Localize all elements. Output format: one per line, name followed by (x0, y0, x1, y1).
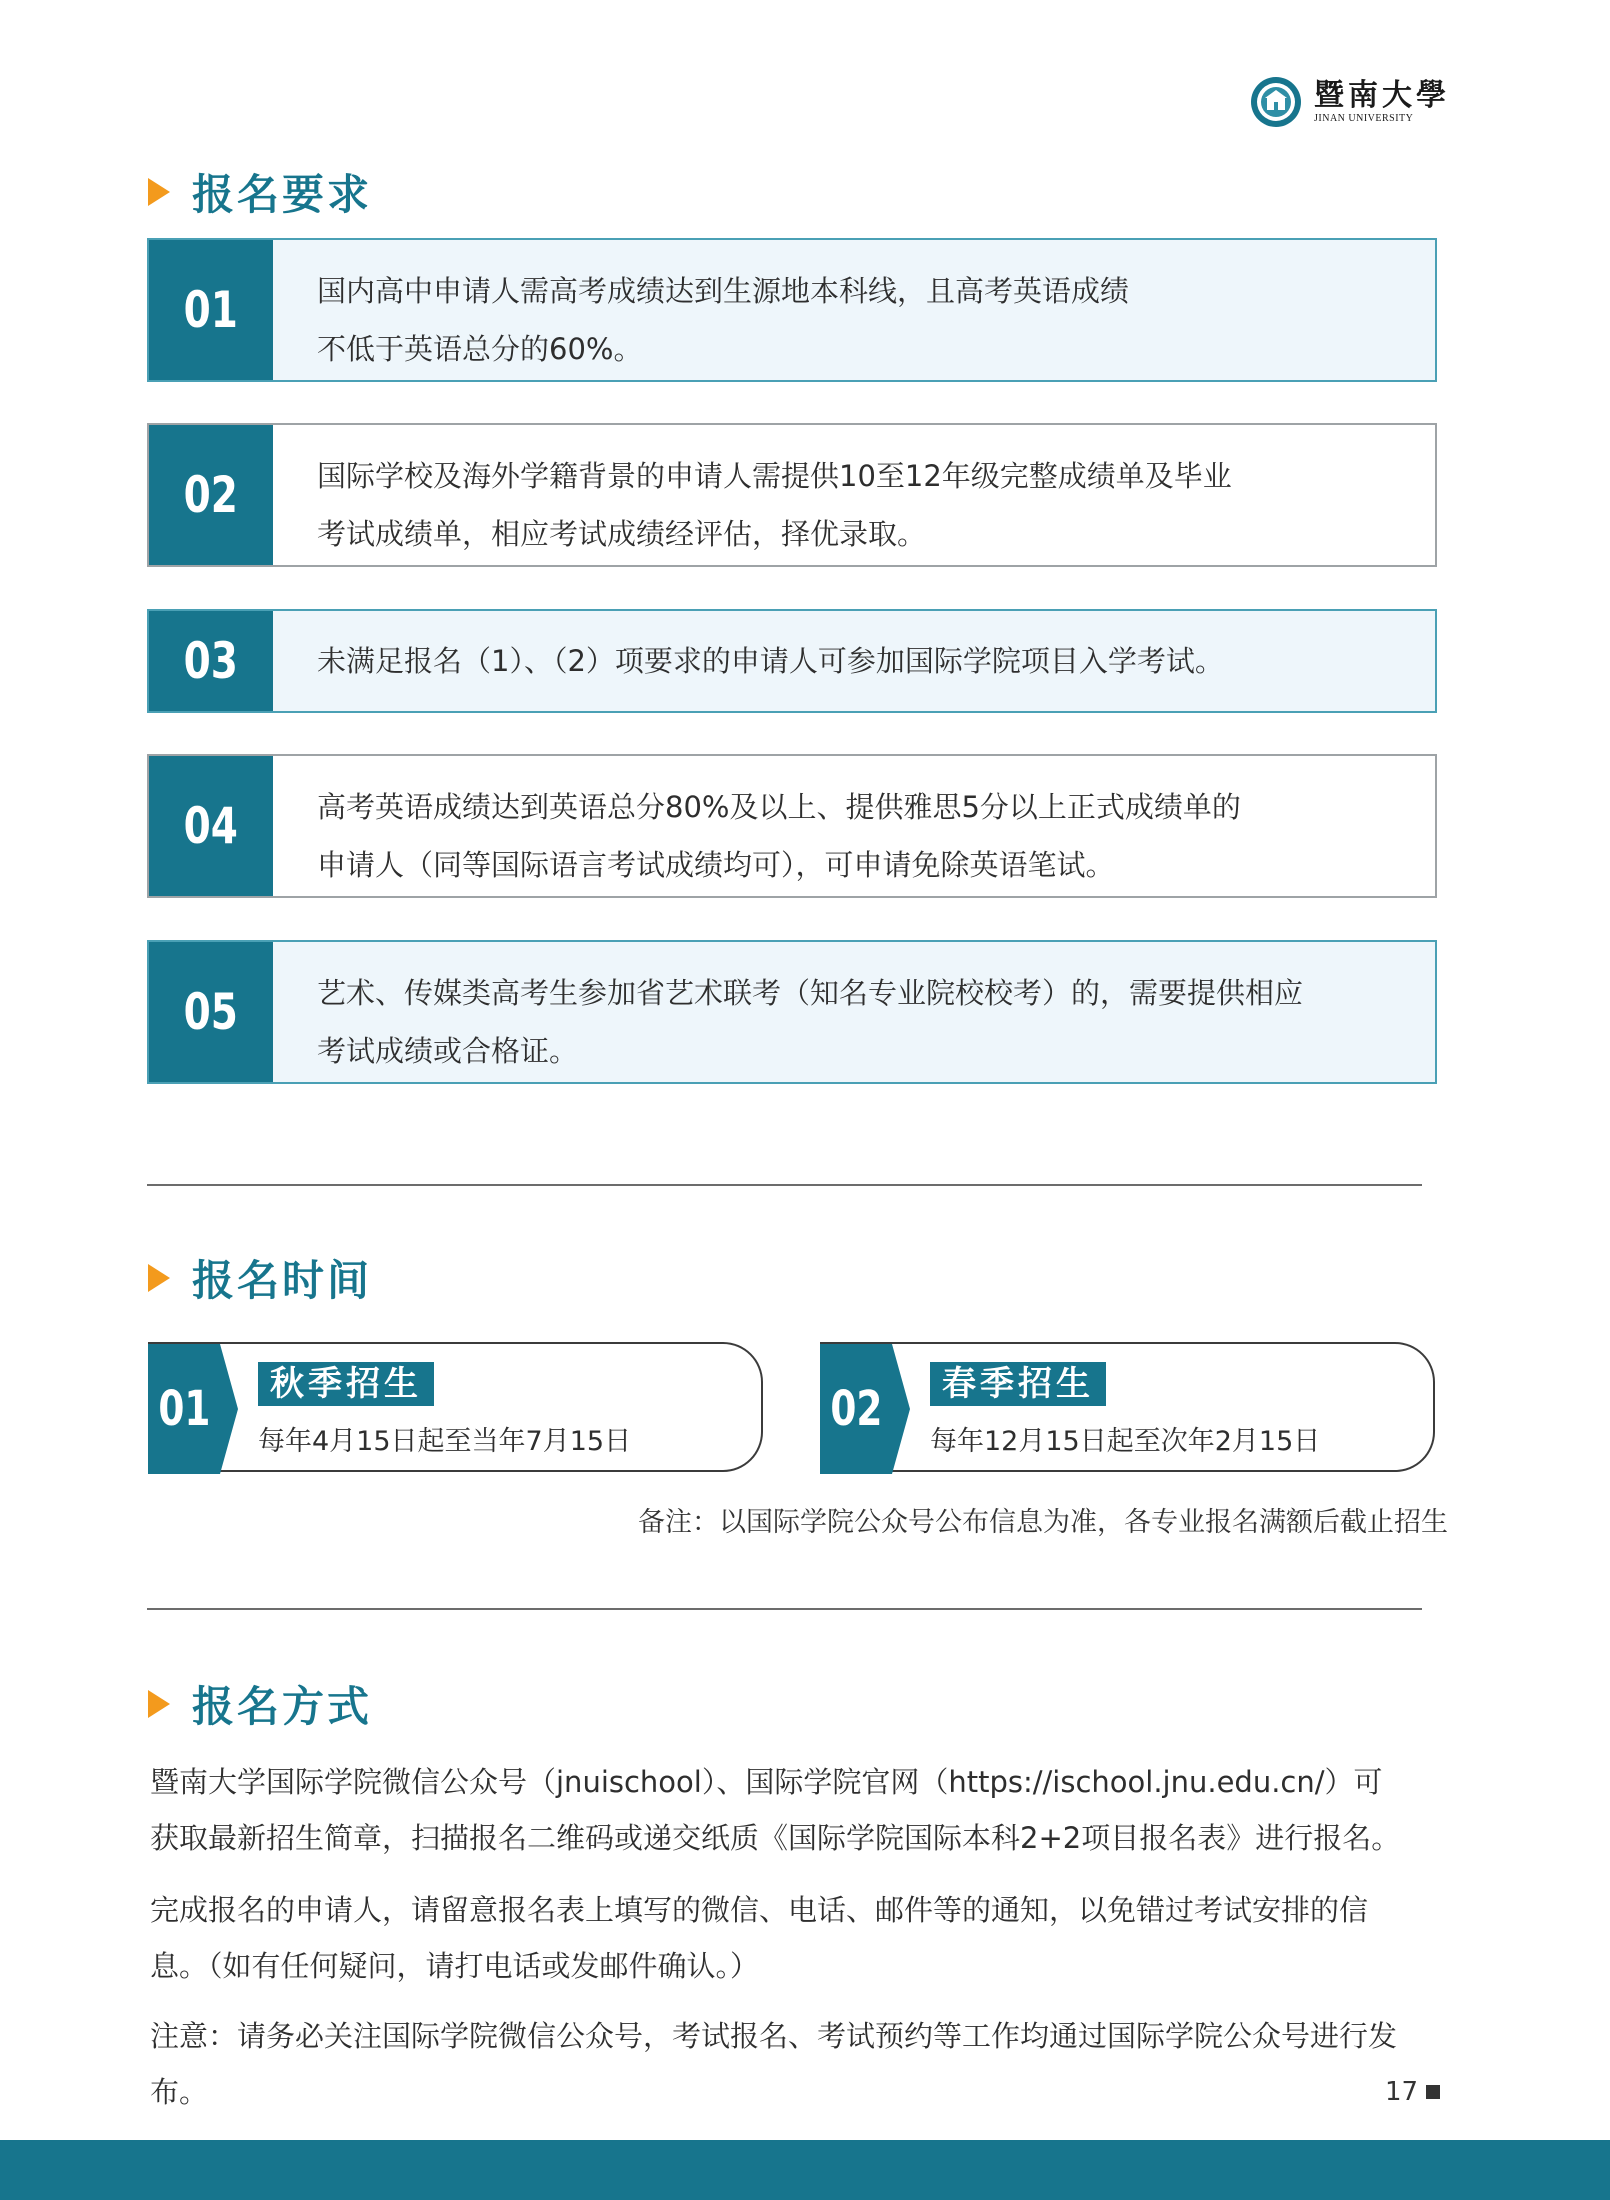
season-dates: 每年12月15日起至次年2月15日 (930, 1426, 1321, 1457)
requirement-card (147, 238, 1437, 382)
method-paragraph-2: 完成报名的申请人，请留意报名表上填写的微信、电话、邮件等的通知，以免错过考试安排的信 息。（如有任何疑问，请打电话或发邮件确认。） (150, 1893, 1369, 1983)
footer-bar (0, 2140, 1610, 2200)
square-marker-icon (1426, 2085, 1440, 2099)
requirement-number: 05 (149, 942, 273, 1082)
requirement-number: 02 (149, 425, 273, 565)
time-note: 备注：以国际学院公众号公布信息为准，各专业报名满额后截止招生 (638, 1507, 1448, 1538)
requirement-text: 国内高中申请人需高考成绩达到生源地本科线，且高考英语成绩 不低于英语总分的60%。 (317, 274, 1130, 366)
requirement-number: 03 (149, 611, 273, 711)
method-paragraph-1: 暨南大学国际学院微信公众号（jnuischool）、国际学院官网（https://ischool.jnu.edu.cn/）可 获取最新招生简章，扫描报名二维码或递交纸质《国际学院国际本科2+2项目报名表》进行报名。 (150, 1765, 1401, 1855)
section-divider (147, 1184, 1422, 1186)
section-divider (147, 1608, 1422, 1610)
triangle-marker-icon (148, 1690, 170, 1718)
time-card-number: 02 (820, 1344, 892, 1474)
triangle-marker-icon (148, 1264, 170, 1292)
requirement-number: 04 (149, 756, 273, 896)
logo-name-en: JINAN UNIVERSITY (1314, 113, 1414, 124)
requirement-number: 01 (149, 240, 273, 380)
requirement-card (147, 423, 1437, 567)
section-title-requirements: 报名要求 (148, 162, 372, 222)
time-card-spring (820, 1342, 1435, 1472)
requirement-text: 国际学校及海外学籍背景的申请人需提供10至12年级完整成绩单及毕业 考试成绩单，相应考试成绩经评估，择优录取。 (317, 459, 1232, 551)
university-logo (1250, 72, 1450, 132)
requirement-card (147, 940, 1437, 1084)
requirement-text: 艺术、传媒类高考生参加省艺术联考（知名专业院校校考）的，需要提供相应 考试成绩或合格证。 (317, 976, 1304, 1068)
requirement-text: 未满足报名（1）、（2）项要求的申请人可参加国际学院项目入学考试。 (317, 644, 1224, 678)
section-title-time: 报名时间 (148, 1248, 372, 1308)
requirement-text: 高考英语成绩达到英语总分80%及以上、提供雅思5分以上正式成绩单的 申请人（同等国际语言考试成绩均可），可申请免除英语笔试。 (317, 790, 1241, 882)
university-seal-icon (1250, 76, 1302, 128)
requirement-card (147, 754, 1437, 898)
time-card-autumn (148, 1342, 763, 1472)
season-dates: 每年4月15日起至当年7月15日 (258, 1426, 632, 1457)
section-title-method: 报名方式 (148, 1674, 372, 1734)
method-notice: 注意：请务必关注国际学院微信公众号，考试报名、考试预约等工作均通过国际学院公众号进行发布。 (150, 2019, 1398, 2109)
season-label: 春季招生 (930, 1362, 1106, 1406)
time-card-number: 01 (148, 1344, 220, 1474)
page-number: 17 (1385, 2077, 1440, 2107)
logo-name-cn: 暨南大學 (1314, 78, 1450, 113)
season-label: 秋季招生 (258, 1362, 434, 1406)
triangle-marker-icon (148, 178, 170, 206)
requirement-card (147, 609, 1437, 713)
